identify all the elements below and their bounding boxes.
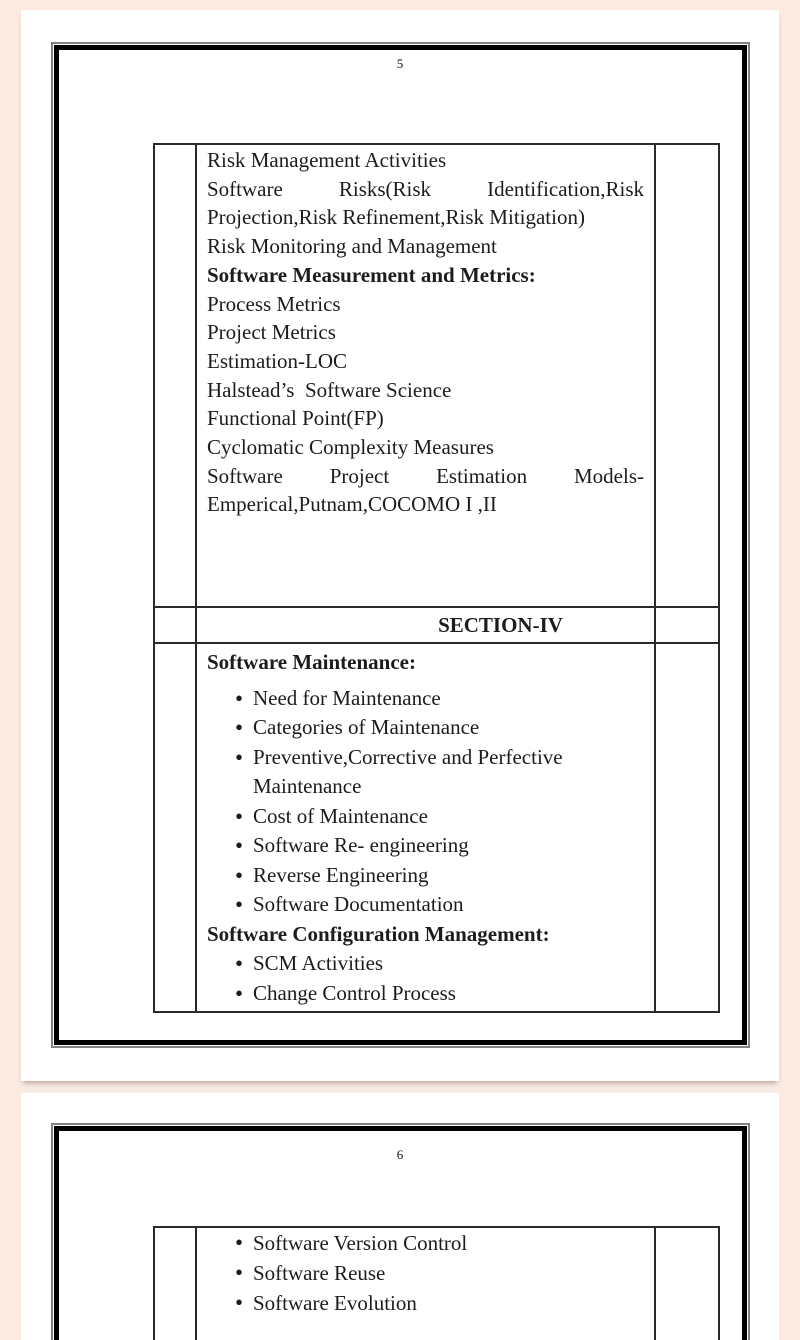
content-line: Project Metrics: [207, 320, 336, 345]
content-line: Software Measurement and Metrics:: [207, 262, 536, 287]
content-line: Risk Management Activities: [207, 148, 447, 172]
content-line: Process Metrics: [207, 291, 341, 316]
scm-heading: Software Configuration Management:: [207, 921, 550, 946]
bullet-item: • Preventive,Corrective and Perfective Maintenance: [235, 743, 644, 802]
bullet-item: • Software Version Control: [235, 1228, 644, 1258]
unit-content-cell: [195, 145, 656, 606]
content-line: Halstead’s Software Science: [207, 377, 452, 402]
bullet-item: • Software Re- engineering: [235, 831, 644, 861]
section-header: SECTION-IV: [195, 606, 656, 644]
version-bullet-list: [207, 1228, 644, 1318]
maintenance-content-cell: [195, 644, 656, 1011]
page-gap: [21, 1081, 779, 1093]
bullet-item: • Cost of Maintenance: [235, 802, 644, 832]
content-line: Cyclomatic Complexity Measures: [207, 435, 494, 460]
table-cell-left-empty: [155, 1228, 195, 1340]
bullet-item: • Need for Maintenance: [235, 684, 644, 714]
table-cell-right-empty: [656, 1228, 718, 1340]
content-line: Software Risks(Risk Identification,Risk: [207, 176, 644, 201]
scm-bullet-list: [207, 949, 644, 1008]
maintenance-bullet-list: [207, 684, 644, 920]
bullet-item: • Software Reuse: [235, 1258, 644, 1288]
course-content-table: [153, 143, 720, 1013]
content-line: Projection,Risk Refinement,Risk Mitigation): [207, 205, 585, 230]
table-cell-right-empty: [656, 145, 718, 606]
bullet-item: • Change Control Process: [235, 979, 644, 1009]
table-cell-left-empty: [155, 644, 195, 1011]
page-5: [21, 10, 779, 1081]
table-cell-left-empty: [155, 606, 195, 644]
page-border-frame: [54, 1126, 747, 1340]
course-content-table: [153, 1226, 720, 1340]
table-cell-left-empty: [155, 145, 195, 606]
table-cell-right-empty: [656, 644, 718, 1011]
page-border-frame: [54, 45, 747, 1045]
bullet-item: • Software Documentation: [235, 890, 644, 920]
page-6: [21, 1093, 779, 1340]
page-number: 5: [396, 56, 404, 71]
bullet-item: • Categories of Maintenance: [235, 713, 644, 743]
bullet-item: • Reverse Engineering: [235, 861, 644, 891]
content-line: Risk Monitoring and Management: [207, 234, 497, 259]
bullet-item: • SCM Activities: [235, 949, 644, 979]
content-line: Estimation-LOC: [207, 348, 347, 373]
table-cell-right-empty: [656, 606, 718, 644]
content-line: Functional Point(FP): [207, 406, 384, 431]
page-number: 6: [396, 1147, 404, 1162]
version-content-cell: [195, 1228, 656, 1340]
maintenance-heading: Software Maintenance:: [207, 650, 416, 674]
content-line: Emperical,Putnam,COCOMO I ,II: [207, 492, 497, 517]
content-line: Software Project Estimation Models-: [207, 463, 644, 488]
bullet-item: • Software Evolution: [235, 1288, 644, 1318]
